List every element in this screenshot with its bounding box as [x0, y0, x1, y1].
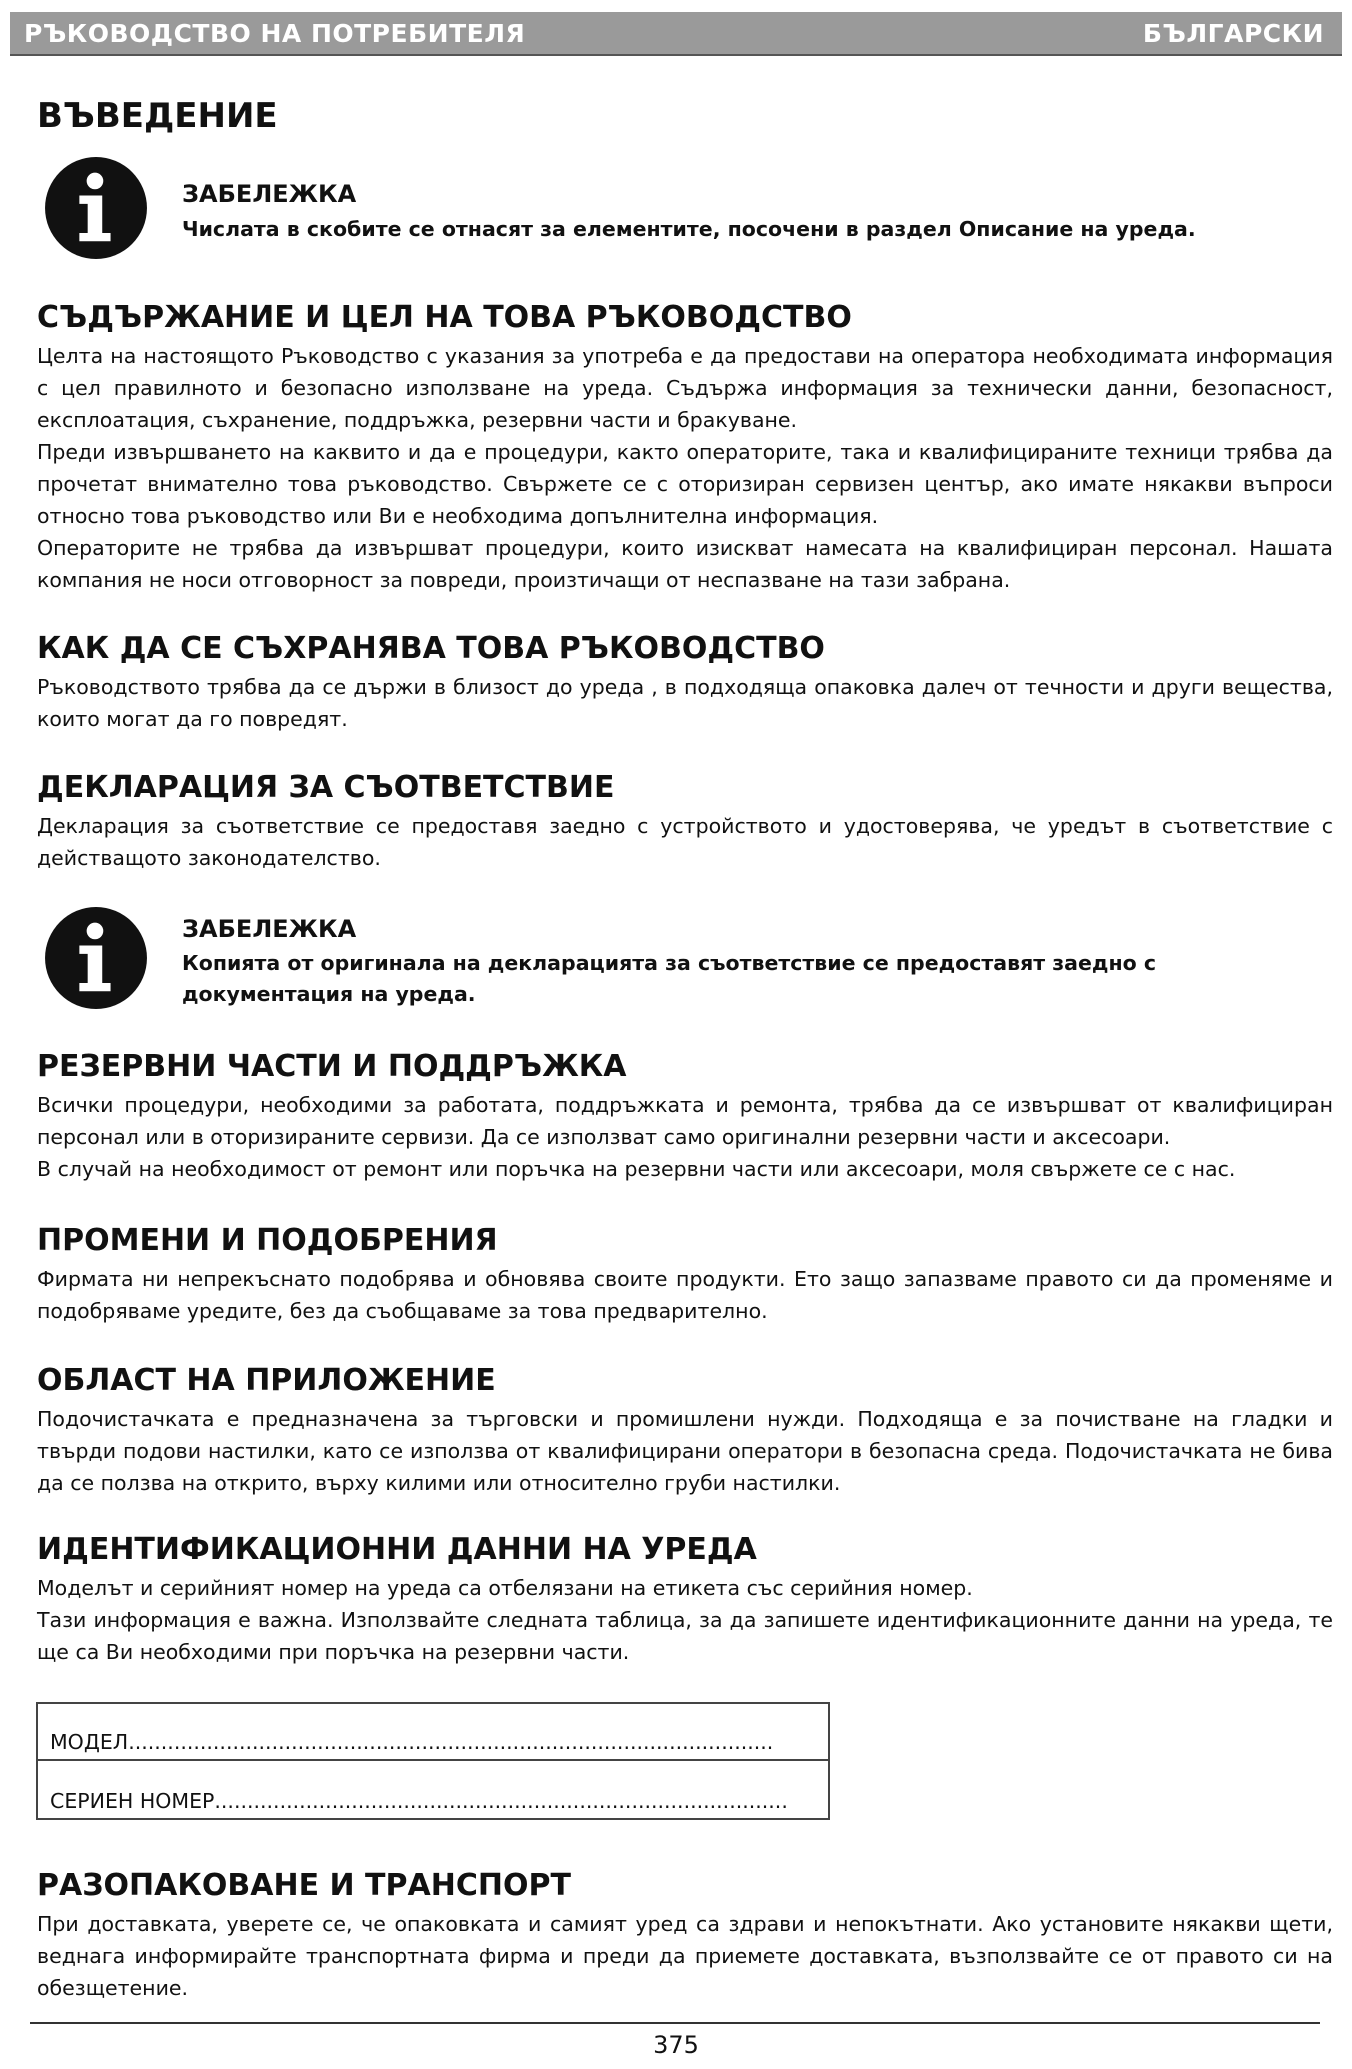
section-changes-p1: Фирмата ни непрекъснато подобрява и обновява своите продукти. Ето защо запазваме правото си да променяме и подобряваме уредите, без да съобщаваме за това предварително.	[37, 1267, 1333, 1323]
info-icon	[44, 156, 148, 260]
section-content-p3: Операторите не трябва да извършват процедури, които изискват намесата на квалифициран персонал. Нашата компания не носи отговорност за повреди, произтичащи от неспазване на тази забрана.	[37, 536, 1333, 592]
section-content-title: СЪДЪРЖАНИЕ И ЦЕЛ НА ТОВА РЪКОВОДСТВО	[37, 300, 852, 335]
section-changes-title: ПРОМЕНИ И ПОДОБРЕНИЯ	[37, 1223, 498, 1258]
intro-note-text: Числата в скобите се отнасят за елементите, посочени в раздел Описание на уреда.	[182, 217, 1196, 241]
section-spare-parts-p1: Всички процедури, необходими за работата, поддръжката и ремонта, трябва да се извършват от квалифициран персонал или в оторизираните сервизи. Да се използват само оригинални резервни части и аксесоари.	[37, 1093, 1333, 1149]
header-title: РЪКОВОДСТВО НА ПОТРЕБИТЕЛЯ	[24, 19, 526, 48]
section-declaration-body	[37, 810, 1333, 874]
section-changes-body	[37, 1263, 1333, 1327]
section-identification-p1: Моделът и серийният номер на уреда са отбелязани на етикета със серийния номер.	[37, 1576, 973, 1600]
section-application-body	[37, 1403, 1333, 1499]
model-field-label: МОДЕЛ...................................................................................................	[50, 1730, 774, 1754]
declaration-note-text: Копията от оригинала на декларацията за съответствие се предоставят заедно с документация на уреда.	[182, 951, 1157, 1006]
section-identification-title: ИДЕНТИФИКАЦИОННИ ДАННИ НА УРЕДА	[37, 1532, 757, 1567]
serial-field-label: СЕРИЕН НОМЕР........................................................................................	[50, 1789, 788, 1813]
section-storage-title: КАК ДА СЕ СЪХРАНЯВА ТОВА РЪКОВОДСТВО	[37, 631, 825, 666]
declaration-note-title: ЗАБЕЛЕЖКА	[182, 915, 357, 943]
page-header	[10, 12, 1342, 56]
header-language: БЪЛГАРСКИ	[1142, 19, 1324, 48]
identification-table	[36, 1702, 830, 1820]
section-application-p1: Подочистачката е предназначена за търговски и промишлени нужди. Подходяща е за почистване на гладки и твърди подови настилки, като се използва от квалифицирани оператори в безопасна среда. Подочистачката не бива да се ползва на открито, върху килими или относително груби настилки.	[37, 1407, 1333, 1495]
section-storage-body	[37, 671, 1333, 735]
footer-divider	[30, 2022, 1320, 2024]
table-row-model	[38, 1704, 828, 1761]
section-application-title: ОБЛАСТ НА ПРИЛОЖЕНИЕ	[37, 1363, 496, 1398]
section-unpacking-p1: При доставката, уверете се, че опаковката и самият уред са здрави и непокътнати. Ако установите някакви щети, веднага информирайте транспортната фирма и преди да приемете доставката, възползвайте се от правото си на обезщетение.	[37, 1912, 1333, 2000]
section-declaration-p1: Декларация за съответствие се предоставя заедно с устройството и удостоверява, че уредът в съответствие с действащото законодателство.	[37, 814, 1333, 870]
intro-title: ВЪВЕДЕНИЕ	[37, 96, 278, 136]
section-unpacking-body	[37, 1908, 1333, 2004]
section-content-p2: Преди извършването на каквито и да е процедури, както операторите, така и квалифицираните техници трябва да прочетат внимателно това ръководство. Свържете се с оторизиран сервизен център, ако имате някакви въпроси относно това ръководство или Ви е необходима допълнителна информация.	[37, 440, 1333, 528]
section-declaration-title: ДЕКЛАРАЦИЯ ЗА СЪОТВЕТСТВИЕ	[37, 770, 615, 805]
info-icon	[44, 906, 148, 1010]
table-row-serial	[38, 1761, 828, 1818]
section-storage-p1: Ръководството трябва да се държи в близост до уреда , в подходяща опаковка далеч от течности и други вещества, които могат да го повредят.	[37, 675, 1333, 731]
section-content-body	[37, 340, 1333, 596]
section-content-p1: Целта на настоящото Ръководство с указания за употреба е да предостави на оператора необходимата информация с цел правилното и безопасно използване на уреда. Съдържа информация за технически данни, безопасност, експлоатация, съхранение, поддръжка, резервни части и бракуване.	[37, 344, 1333, 432]
page-number: 375	[653, 2031, 699, 2059]
section-spare-parts-body	[37, 1089, 1333, 1185]
section-identification-body	[37, 1572, 1333, 1668]
section-spare-parts-p2: В случай на необходимост от ремонт или поръчка на резервни части или аксесоари, моля свържете се с нас.	[37, 1157, 1236, 1181]
section-unpacking-title: РАЗОПАКОВАНЕ И ТРАНСПОРТ	[37, 1868, 571, 1903]
section-identification-p2: Тази информация е важна. Използвайте следната таблица, за да запишете идентификационните данни на уреда, те ще са Ви необходими при поръчка на резервни части.	[37, 1608, 1333, 1664]
intro-note-title: ЗАБЕЛЕЖКА	[182, 180, 357, 208]
section-spare-parts-title: РЕЗЕРВНИ ЧАСТИ И ПОДДРЪЖКА	[37, 1049, 627, 1084]
